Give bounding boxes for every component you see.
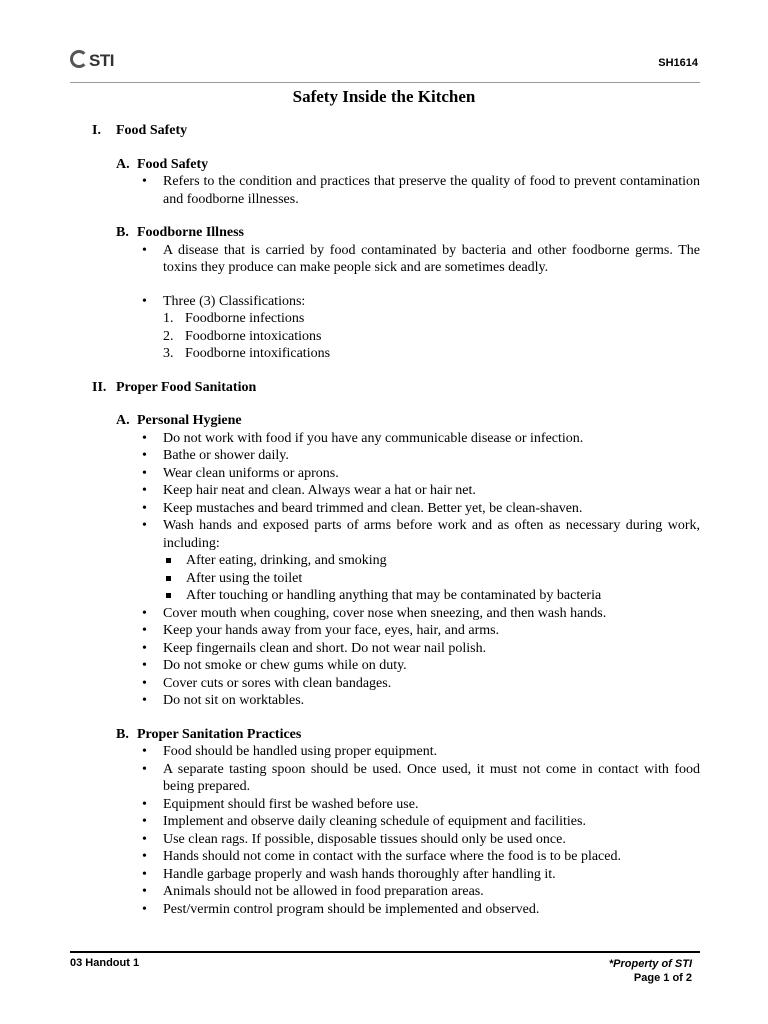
bullet-item: • Handle garbage properly and wash hands thoroughly after handling it.: [142, 866, 556, 882]
page-title: Safety Inside the Kitchen: [292, 87, 476, 106]
bullet-icon: •: [142, 430, 147, 446]
bullet-item: • Keep mustaches and beard trimmed and clean. Better yet, be clean-shaven.: [142, 500, 583, 516]
square-bullet-icon: [166, 576, 171, 581]
bullet-item: • Keep hair neat and clean. Always wear a hat or hair net.: [142, 483, 476, 498]
sub-bullet-item: After using the toilet: [70, 570, 700, 588]
bullet-icon: •: [142, 623, 147, 638]
footer-right: [609, 957, 692, 985]
bullet-icon: •: [142, 744, 147, 759]
bullet-item: • Three (3) Classifications:: [142, 293, 306, 309]
bullet-icon: •: [142, 901, 147, 917]
bullet-item: • Do not sit on worktables.: [142, 693, 305, 708]
bullet-icon: •: [142, 465, 147, 481]
bullet-item: • A disease that is carried by food contaminated by bacteria and other foodborne germs. The toxins they produce can make people sick and are sometimes deadly.: [142, 242, 700, 275]
bullet-item: • Refers to the condition and practices that preserve the quality of food to prevent contamination and foodborne illnesses.: [142, 174, 700, 207]
bullet-icon: •: [142, 849, 147, 864]
bullet-icon: •: [142, 174, 147, 189]
square-bullet-icon: [166, 558, 171, 563]
subsection-heading: B. Foodborne Illness: [116, 225, 244, 240]
bullet-icon: •: [142, 675, 147, 691]
section-heading: I. Food Safety: [92, 123, 188, 138]
bullet-item: • Do not work with food if you have any communicable disease or infection.: [142, 430, 584, 446]
bullet-item: • Keep your hands away from your face, eyes, hair, and arms.: [142, 623, 500, 638]
bullet-icon: •: [142, 500, 147, 516]
sti-logo: [70, 50, 114, 71]
subsection-heading: B. Proper Sanitation Practices: [116, 726, 302, 742]
bullet-icon: •: [142, 293, 147, 309]
bullet-item: • A separate tasting spoon should be used. Once used, it must not come in contact with food being prepared.: [142, 761, 700, 794]
numbered-item: 2. Foodborne intoxications: [163, 328, 322, 344]
bullet-icon: •: [142, 448, 147, 463]
bullet-item: • Equipment should first be washed before use.: [142, 796, 419, 812]
bullet-icon: •: [142, 483, 147, 498]
logo-swirl-icon: [70, 50, 88, 68]
subsection-heading: A. Personal Hygiene: [116, 413, 242, 428]
bullet-item: • Wash hands and exposed parts of arms before work and as often as necessary during work, including:: [142, 518, 700, 551]
bullet-icon: •: [142, 658, 147, 673]
bullet-icon: •: [142, 831, 147, 847]
handout-label: 03 Handout 1: [70, 957, 140, 969]
bullet-icon: •: [142, 814, 147, 829]
bullet-icon: •: [142, 796, 147, 812]
bullet-item: • Cover mouth when coughing, cover nose when sneezing, and then wash hands.: [142, 605, 607, 621]
bullet-item: • Food should be handled using proper equipment.: [142, 744, 438, 759]
property-note: *Property of STI: [608, 958, 692, 970]
page-header: [70, 50, 700, 83]
sub-bullet-item: After touching or handling anything that may be contaminated by bacteria: [70, 587, 700, 605]
bullet-icon: •: [142, 518, 147, 533]
page-number: Page 1 of 2: [633, 972, 692, 984]
bullet-item: • Cover cuts or sores with clean bandages.: [142, 675, 392, 691]
bullet-item: • Do not smoke or chew gums while on duty.: [142, 658, 407, 673]
square-bullet-icon: [166, 593, 171, 598]
bullet-item: • Implement and observe daily cleaning schedule of equipment and facilities.: [142, 814, 586, 829]
section-heading: II. Proper Food Sanitation: [92, 379, 257, 395]
bullet-icon: •: [142, 640, 147, 656]
bullet-item: • Use clean rags. If possible, disposable tissues should only be used once.: [142, 831, 566, 847]
bullet-icon: •: [142, 884, 147, 899]
logo-text: STI: [89, 51, 114, 70]
bullet-icon: •: [142, 866, 147, 882]
bullet-icon: •: [142, 242, 147, 258]
numbered-item: 1. Foodborne infections: [163, 311, 305, 326]
bullet-icon: •: [142, 761, 147, 777]
bullet-item: • Keep fingernails clean and short. Do not wear nail polish.: [142, 640, 487, 656]
page-footer: [70, 951, 700, 984]
bullet-item: • Wear clean uniforms or aprons.: [142, 465, 339, 481]
bullet-icon: •: [142, 605, 147, 621]
bullet-item: • Pest/vermin control program should be implemented and observed.: [142, 901, 540, 917]
doc-code: SH1614: [658, 57, 698, 69]
bullet-icon: •: [142, 693, 147, 708]
bullet-item: • Animals should not be allowed in food preparation areas.: [142, 884, 484, 899]
bullet-item: • Bathe or shower daily.: [142, 448, 289, 463]
subsection-heading: A. Food Safety: [116, 156, 209, 172]
bullet-item: • Hands should not come in contact with the surface where the food is to be placed.: [142, 849, 621, 864]
document-body: [70, 122, 700, 918]
sub-bullet-item: After eating, drinking, and smoking: [70, 552, 700, 570]
numbered-item: 3. Foodborne intoxifications: [163, 346, 331, 361]
